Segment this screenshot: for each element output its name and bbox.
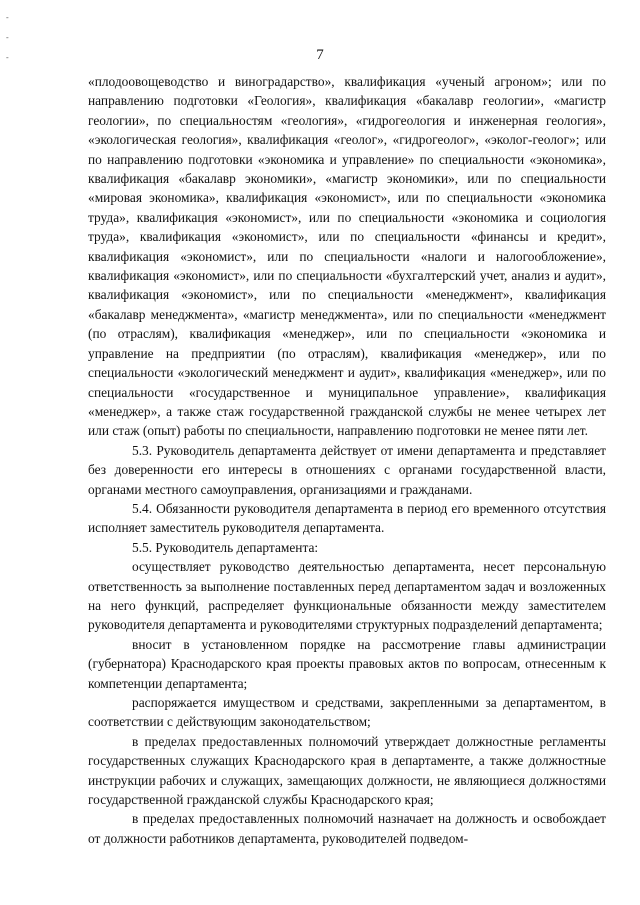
margin-mark: -: [6, 33, 9, 42]
paragraph-5-4: 5.4. Обязанности руководителя департамента в период его временного отсутствия исполняет заместитель руководителя департамента.: [88, 500, 606, 536]
paragraph-duty-leadership: осуществляет руководство деятельностью департамента, несет персональную ответственность за выполнение поставленных перед департаментом задач и возложенных на него функций, распределяет функциональные обязанности между заместителем руководителя департамента и руководителями структурных подразделений департамента;: [88, 559, 606, 633]
paragraph-qualifications: «плодоовощеводство и виноградарство», квалификация «ученый агроном»; или по направлению подготовки «Геология», квалификация «бакалавр геологии», «магистр геологии», по специальностям «геология», «гидрогеология и инженерная геология», «экологическая геология», квалификация «геолог», «гидрогеолог», «эколог-геолог»; или по направлению подготовки «экономика и управление» по специальности «экономика», квалификация «бакалавр экономики», «магистр экономики», или по специальности «мировая экономика», квалификация «экономист», или по специальности «экономика труда», квалификация «экономист», или по специальности «экономика и социология труда», квалификация «экономист», или по специальности «финансы и кредит», квалификация «экономист», или по специальности «налоги и налогообложение», квалификация «экономист», или по специальности «бухгалтерский учет, анализ и аудит», квалификация «экономист», или по специальности «менеджмент», квалификация «бакалавр менеджмента», «магистр менеджмента», или по специальности «менеджмент (по отраслям), квалификация «менеджер», или по специальности «экономика и управление на предприятии (по отраслям), квалификация «менеджер», или по специальности «экологический менеджмент и аудит», квалификация «менеджер», или по специальности «государственное и муниципальное управление», квалификация «менеджер», а также стаж государственной гражданской службы не менее четырех лет или стаж (опыт) работы по специальности, направлению подготовки не менее пяти лет.: [88, 74, 606, 439]
margin-mark: -: [6, 53, 9, 62]
paragraph-duty-legal-acts: вносит в установленном порядке на рассмотрение главы администрации (губернатора) Краснодарского края проекты правовых актов по вопросам, отнесенным к компетенции департамента;: [88, 636, 606, 691]
paragraph-5-5-heading: 5.5. Руководитель департамента:: [132, 539, 319, 555]
paragraph-duty-appointments: в пределах предоставленных полномочий назначает на должность и освобождает от должности работников департамента, руководителей подведом-: [88, 811, 606, 846]
paragraph-5-3: 5.3. Руководитель департамента действует от имени департамента и представляет без доверенности его интересы в отношениях с органами государственной власти, органами местного самоуправления, организациями и гражданами.: [88, 442, 606, 497]
margin-mark: -: [6, 13, 9, 22]
document-body: [88, 72, 606, 848]
paragraph-duty-regulations: в пределах предоставленных полномочий утверждает должностные регламенты государственных служащих Краснодарского края в департаменте, а также должностные инструкции рабочих и служащих, замещающих должности, не являющиеся должностями государственной гражданской службы Краснодарского края;: [88, 733, 606, 808]
page-number: 7: [316, 47, 324, 63]
paragraph-duty-property: распоряжается имуществом и средствами, закрепленными за департаментом, в соответствии с действующим законодательством;: [88, 695, 606, 730]
